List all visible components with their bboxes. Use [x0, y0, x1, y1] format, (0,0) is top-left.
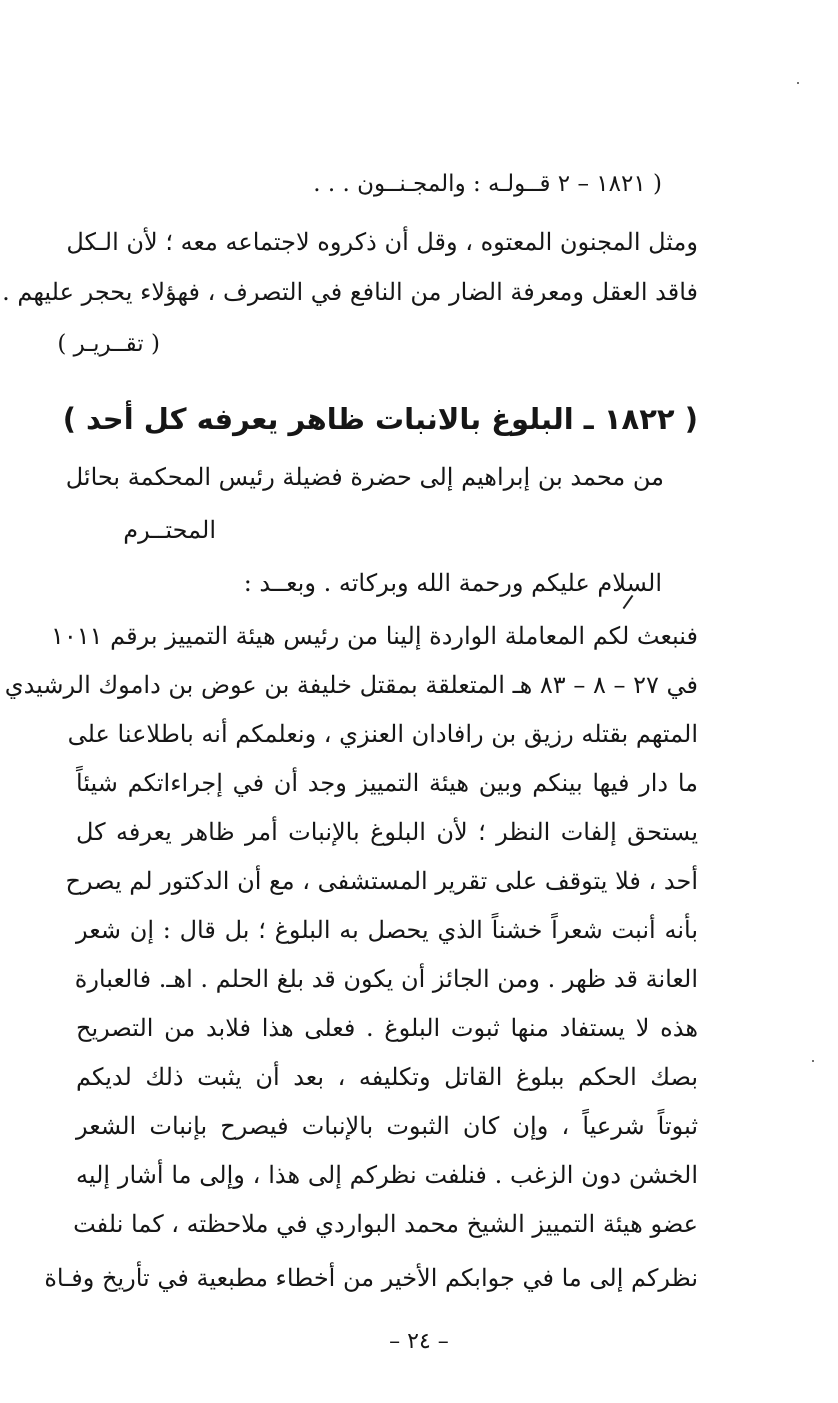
speck [812, 1060, 814, 1062]
page-number: – ٢٤ – [389, 1329, 449, 1354]
body-line: بصك الحكم ببلوغ القاتل وتكليفه ، بعد أن يثبت ذلك لديكم [76, 1063, 699, 1091]
address-line: من محمد بن إبراهيم إلى حضرة فضيلة رئيس المحكمة بحائل [65, 463, 664, 491]
body-line: العانة قد ظهر . ومن الجائز أن يكون قد بلغ الحلم . اهـ. فالعبارة [74, 965, 698, 993]
speck [797, 82, 799, 84]
body-line: بأنه أنبت شعراً خشناً الذي يحصل به البلوغ ؛ بل قال : إن شعر [76, 916, 698, 944]
address-honorific: المحتــرم [123, 516, 216, 544]
body-line: ومثل المجنون المعتوه ، وقل أن ذكروه لاجتماعه معه ؛ لأن الـكل [66, 228, 698, 256]
body-line: فاقد العقل ومعرفة الضار من النافع في التصرف ، فهؤلاء يحجر عليهم . [2, 278, 698, 306]
body-line: في ٢٧ – ٨ – ٨٣ هـ المتعلقة بمقتل خليفة بن عوض بن داموك الرشيدي [4, 671, 698, 699]
body-line: الخشن دون الزغب . فنلفت نظركم إلى هذا ، وإلى ما أشار إليه [76, 1161, 698, 1189]
body-line: عضو هيئة التمييز الشيخ محمد البواردي في ملاحظته ، كما نلفت [73, 1210, 698, 1238]
entry-title-1822: ( ١٨٢٢ ـ البلوغ بالانبات ظاهر يعرفه كل أحد ) [62, 402, 698, 436]
body-line: ما دار فيها بينكم وبين هيئة التمييز وجد أن في إجراءاتكم شيئاً [76, 769, 698, 797]
body-line: أحد ، فلا يتوقف على تقرير المستشفى ، مع أن الدكتور لم يصرح [65, 867, 698, 895]
body-line: ثبوتاً شرعياً ، وإن كان الثبوت بالإنبات فيصرح بإنبات الشعر [76, 1112, 698, 1140]
body-line: يستحق إلفات النظر ؛ لأن البلوغ بالإنبات أمر ظاهر يعرفه كل [76, 818, 698, 846]
body-line: هذه لا يستفاد منها ثبوت البلوغ . فعلى هذا فلابد من التصريح [76, 1014, 698, 1042]
body-line: نظركم إلى ما في جوابكم الأخير من أخطاء مطبعية في تأريخ وفـاة [44, 1264, 698, 1292]
body-line: المتهم بقتله رزيق بن رافادان العنزي ، ونعلمكم أنه باطلاعنا على [67, 720, 698, 748]
source-note: ( تقــريـر ) [57, 331, 160, 357]
greeting-line: السلام عليكم ورحمة الله وبركاته . وبعــد : [243, 569, 662, 597]
body-line: فنبعث لكم المعاملة الواردة إلينا من رئيس هيئة التمييز برقم ١٠١١ [50, 622, 698, 650]
entry-heading-1821: ( ١٨٢١ – ٢ قــولـه : والمجـنــون . . . [313, 171, 662, 197]
